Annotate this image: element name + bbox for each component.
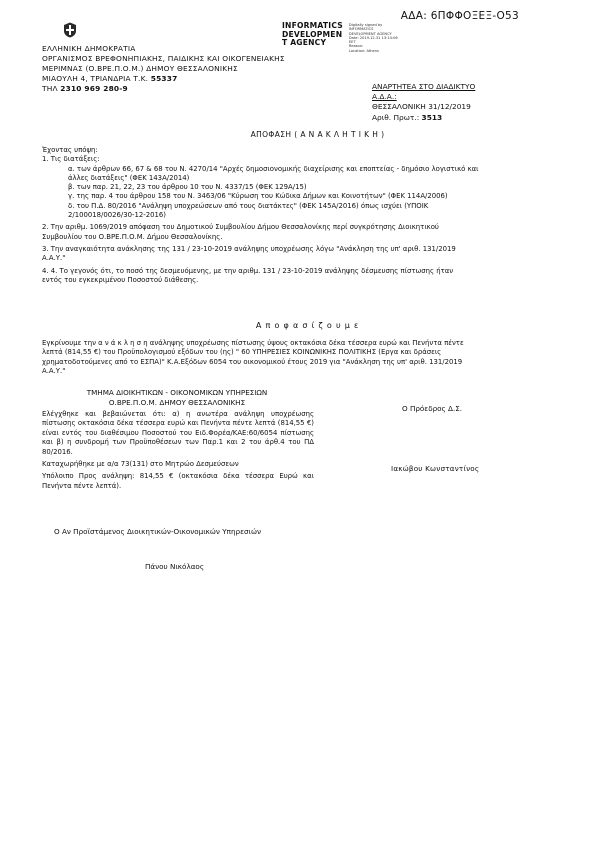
item-2: 2. Την αριθμ. 1069/2019 απόφαση του Δημοτικού Συμβουλίου Δήμου Θεσσαλονίκης περί συγκρότησης Διοικητικού: [42, 223, 439, 232]
provision-a: α. των άρθρων 66, 67 & 68 του Ν. 4270/14 "Αρχές δημοσιονομικής διαχείρισης και εποπτείας - δημόσιο λογιστικό και: [68, 164, 479, 173]
decision-title: ΑΠΟΦΑΣΗ ( Α Ν Α Κ Λ Η Τ Ι Κ Η ): [250, 130, 385, 139]
item-4-cont: εντός του εγκεκριμένου Ποσοστού διάθεσης.: [42, 275, 199, 284]
greek-emblem-icon: [63, 22, 77, 38]
approval-line: Α.Α.Υ.": [42, 366, 66, 375]
issuer-line: ΟΡΓΑΝΙΣΜΟΣ ΒΡΕΦΟΝΗΠΙΑΚΗΣ, ΠΑΙΔΙΚΗΣ ΚΑΙ ΟΙΚΟΓΕΝΕΙΑΚΗΣ: [42, 54, 285, 64]
ada-label: Α.Δ.Α.:: [372, 92, 397, 102]
city-date: ΘΕΣΣΑΛΟΝΙΚΗ 31/12/2019: [372, 102, 471, 112]
ada-code: ΑΔΑ: 6ΠΦΦΟΞΕΞ-Ο53: [400, 10, 519, 22]
issuer-line: ΕΛΛΗΝΙΚΗ ΔΗΜΟΚΡΑΤΙΑ: [42, 44, 136, 53]
having-regard: Έχοντας υπόψη:: [42, 146, 98, 154]
head-name: Πάνου Νικόλαος: [145, 562, 205, 571]
considerations: [42, 146, 542, 285]
provision-a-cont: άλλες διατάξεις" (ΦΕΚ 143Α/2014): [68, 173, 190, 182]
approval-line: Εγκρίνουμε την α ν ά κ λ η σ η ανάληψης υποχρέωσης πίστωσης ύψους οκτακόσια δέκα τέσσερα ευρώ και Πενήντα πέντε: [42, 339, 464, 347]
verification-text: Ελέγχθηκε και βεβαιώνεται ότι: α) η ανωτέρα ανάληψη υποχρέωσης πίστωσης οκτακόσια δέκα τέσσερα ευρώ και Πενήντα πέντε λεπτά (814,55 €) είναι εντός του διαθέσιμου Ποσοστού του Ειδ.Φορέα/ΚΑΕ:60/6054 πίστωσης και β) η συνδρομή των Προϋποθέσεων των Παρ.1 και 2 του άρθ.4 του ΠΔ 80/2016.: [42, 410, 314, 456]
address-postcode: 55337: [150, 74, 178, 84]
stamp-fine-line: DEVELOPMENT AGENCY: [348, 31, 392, 36]
stamp-fine-line: Reason:: [348, 44, 364, 49]
we-decide-heading: Α π ο φ α σ ί ζ ο υ μ ε: [255, 321, 360, 330]
provision-b: β. των παρ. 21, 22, 23 του άρθρου 10 του Ν. 4337/15 (ΦΕΚ 129Α/15): [68, 183, 307, 192]
issuer-header: [42, 44, 285, 94]
stamp-line: T AGENCY: [282, 38, 327, 48]
department-name: ΤΜΗΜΑ ΔΙΟΙΚΗΤΙΚΩΝ - ΟΙΚΟΝΟΜΙΚΩΝ ΥΠΗΡΕΣΙΩΝ: [86, 388, 268, 397]
item-4: 4. 4. Το γεγονός ότι, το ποσό της δεσμευόμενης, με την αριθμ. 131 / 23-10-2019 ανάληψης δέσμευσης πίστωσης ήταν: [42, 266, 454, 275]
protocol-value: 3513: [421, 112, 443, 122]
publish-label: ΑΝΑΡΤΗΤΕΑ ΣΤΟ ΔΙΑΔΙΚΤΥΟ: [372, 82, 476, 91]
digital-signature-stamp: [282, 22, 398, 53]
phone-prefix: ΤΗΛ: [42, 84, 61, 94]
verification-block: [42, 410, 314, 491]
president-name: Ιακώβου Κωνσταντίνος: [391, 464, 480, 473]
provision-d-cont: 2/100018/0026/30-12-2016): [68, 211, 166, 220]
approval-text: [42, 339, 542, 376]
item-2-cont: Συμβουλίου του Ο.ΒΡΕ.Π.Ο.Μ. Δήμου Θεσσαλονίκης.: [42, 232, 223, 241]
approval-line: λεπτά (814,55 €) του Προϋπολογισμού εξόδων του (ης) " 60 ΥΠΗΡΕΣΙΕΣ ΚΟΙΝΩΝΙΚΗΣ ΠΟΛΙΤΙΚΗΣ (Εργα και δράσεις: [42, 348, 442, 357]
stamp-fine-line: Date: 2019.12.31 13:14:06: [348, 35, 398, 40]
provision-d: δ. του Π.Δ. 80/2016 "Ανάληψη υποχρεώσεων από τους διατάκτες" (ΦΕΚ 145Α/2016) όπως ισχύει (ΥΠΟΙΚ: [68, 201, 429, 210]
stamp-details: [349, 23, 398, 53]
stamp-line: DEVELOPMEN: [282, 29, 343, 39]
provisions-heading: 1. Τις διατάξεις:: [42, 155, 100, 164]
head-title: Ο Αν Προϊστάμενος Διοικητικών-Οικονομικών Υπηρεσιών: [54, 527, 261, 536]
registry-note: Καταχωρήθηκε με α/α 73(131) στο Μητρώο Δεσμεύσεων: [42, 460, 239, 469]
document-meta: [372, 82, 475, 123]
address-text: ΜΙΑΟΥΛΗ 4, ΤΡΙΑΝΔΡΙΑ Τ.Κ.: [42, 74, 151, 84]
president-title: Ο Πρόεδρος Δ.Σ.: [402, 404, 463, 413]
issuer-address: [42, 74, 285, 84]
item-3: 3. Την αναγκαιότητα ανάκλησης της 131 / 23-10-2019 ανάληψης υποχρέωσης λόγω "Ανάκληση της υπ' αριθ. 131/2019: [42, 244, 456, 253]
balance-note: Υπόλοιπο Προς ανάληψη: 814,55 € (οκτακόσια δέκα τέσσερα Ευρώ και Πενήντα πέντε λεπτά).: [42, 472, 314, 490]
issuer-phone: [42, 84, 285, 94]
stamp-fine-line: EET: [348, 40, 356, 45]
stamp-fine-line: Location: Athens: [348, 48, 379, 53]
phone-number: 2310 969 280-9: [60, 84, 128, 94]
issuer-line: ΜΕΡΙΜΝΑΣ (Ο.ΒΡΕ.Π.Ο.Μ.) ΔΗΜΟΥ ΘΕΣΣΑΛΟΝΙΚΗΣ: [42, 64, 238, 74]
protocol-number: [372, 113, 475, 123]
department-heading: [42, 388, 312, 408]
stamp-fine-line: INFORMATICS: [348, 27, 374, 32]
department-org: Ο.ΒΡΕ.Π.Ο.Μ. ΔΗΜΟΥ ΘΕΣΣΑΛΟΝΙΚΗΣ: [108, 398, 246, 407]
item-3-cont: Α.Α.Υ.": [42, 254, 66, 263]
stamp-line: INFORMATICS: [282, 21, 343, 30]
approval-line: χρηματοδοτούμενες από το ΕΣΠΑ)" Κ.Α.Εξόδων 6054 του οικονομικού έτους 2019 για "Ανάκληση της υπ' αριθ. 131/2019: [42, 357, 463, 366]
provision-c: γ. της παρ. 4 του άρθρου 158 του Ν. 3463/06 "Κύρωση του Κώδικα Δήμων και Κοινοτήτων" (ΦΕΚ 114Α/2006): [68, 192, 448, 201]
stamp-fine-line: Digitally signed by: [348, 23, 383, 27]
stamp-agency: [282, 22, 343, 53]
protocol-label: Αριθ. Πρωτ.:: [372, 112, 422, 122]
